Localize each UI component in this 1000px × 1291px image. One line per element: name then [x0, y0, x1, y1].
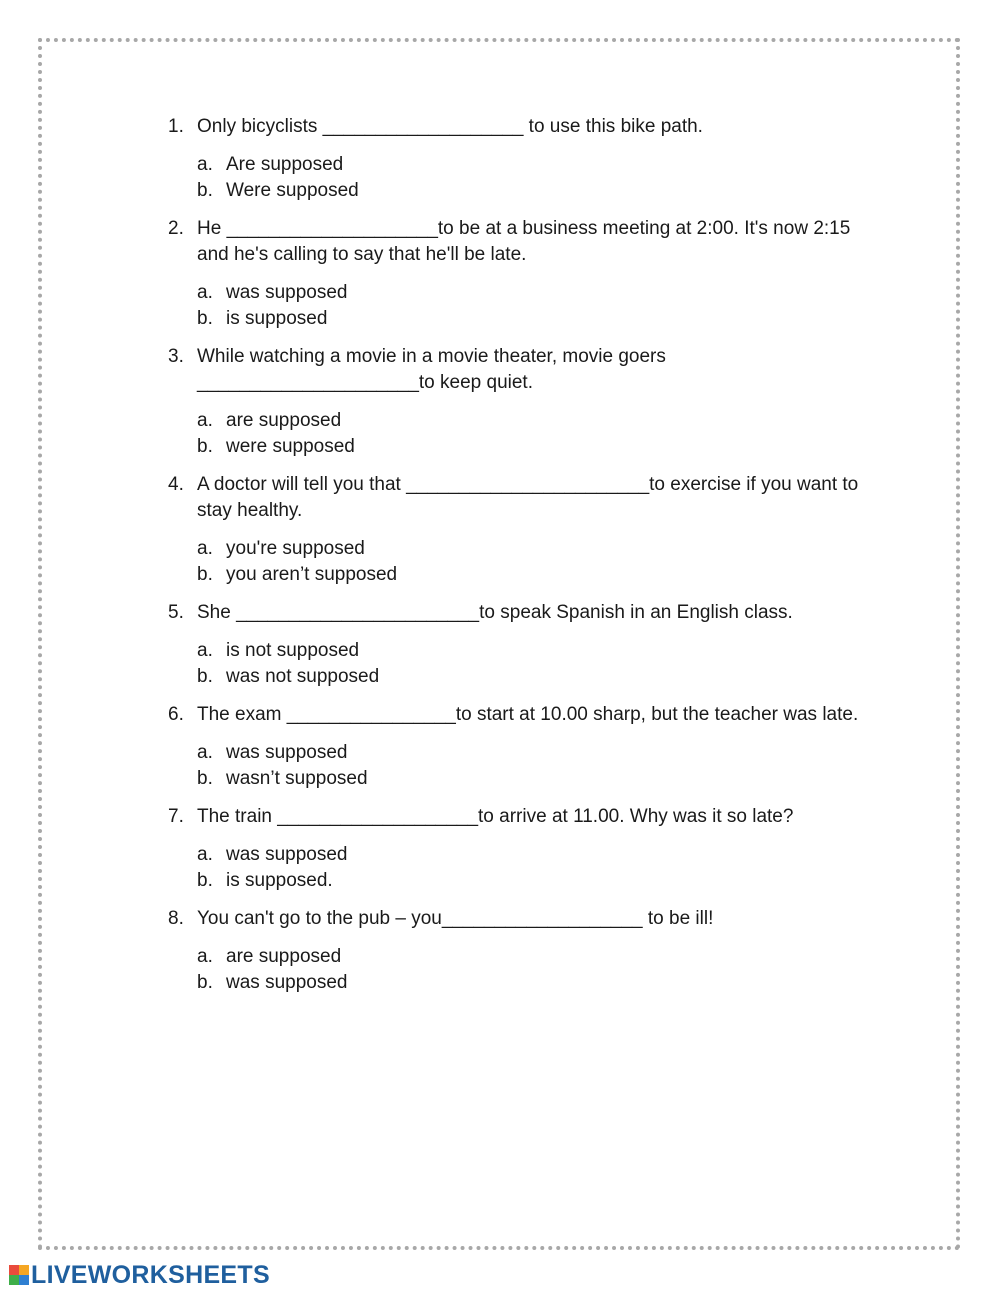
- question-prompt: She _______________________to speak Spanish in an English class.: [197, 602, 793, 623]
- answer-options: [197, 638, 868, 690]
- answer-option[interactable]: [197, 434, 868, 460]
- option-letter: a.: [197, 844, 213, 865]
- question-number: 4.: [168, 474, 184, 495]
- answer-option[interactable]: [197, 970, 868, 996]
- question-prompt: You can't go to the pub – you___________________ to be ill!: [197, 908, 714, 929]
- option-text: is not supposed: [226, 640, 360, 661]
- option-text: you aren’t supposed: [226, 564, 398, 585]
- option-text: wasn’t supposed: [226, 768, 368, 789]
- brand-name: LIVEWORKSHEETS: [31, 1260, 270, 1289]
- answer-option[interactable]: [197, 766, 868, 792]
- question-prompt: The train ___________________to arrive at 11.00. Why was it so late?: [197, 806, 794, 827]
- question-1: [168, 114, 868, 204]
- question-text: [168, 600, 868, 626]
- answer-option[interactable]: [197, 664, 868, 690]
- question-number: 1.: [168, 116, 184, 137]
- answer-options: [197, 280, 868, 332]
- logo-square-icon: [19, 1275, 29, 1285]
- question-6: [168, 702, 868, 792]
- liveworksheets-logo[interactable]: [9, 1262, 270, 1288]
- answer-option[interactable]: [197, 178, 868, 204]
- answer-option[interactable]: [197, 280, 868, 306]
- option-letter: b.: [197, 768, 213, 789]
- option-letter: a.: [197, 538, 213, 559]
- option-text: was supposed: [226, 844, 348, 865]
- option-letter: a.: [197, 742, 213, 763]
- option-letter: a.: [197, 282, 213, 303]
- question-8: [168, 906, 868, 996]
- option-text: was supposed: [226, 282, 348, 303]
- option-text: is supposed.: [226, 870, 333, 891]
- option-letter: a.: [197, 640, 213, 661]
- answer-options: [197, 842, 868, 894]
- option-letter: a.: [197, 946, 213, 967]
- answer-option[interactable]: [197, 740, 868, 766]
- option-text: was supposed: [226, 742, 348, 763]
- question-number: 7.: [168, 806, 184, 827]
- question-4: [168, 472, 868, 588]
- question-text: [168, 114, 868, 140]
- answer-option[interactable]: [197, 842, 868, 868]
- option-text: was not supposed: [226, 666, 380, 687]
- question-text: [168, 804, 868, 830]
- option-letter: b.: [197, 564, 213, 585]
- question-prompt: A doctor will tell you that _______________________to exercise if you want to stay healthy.: [197, 474, 859, 521]
- question-text: [168, 344, 868, 396]
- option-letter: b.: [197, 870, 213, 891]
- option-text: was supposed: [226, 972, 348, 993]
- question-number: 3.: [168, 346, 184, 367]
- option-text: you're supposed: [226, 538, 365, 559]
- question-number: 5.: [168, 602, 184, 623]
- question-text: [168, 702, 868, 728]
- question-5: [168, 600, 868, 690]
- question-text: [168, 472, 868, 524]
- question-number: 2.: [168, 218, 184, 239]
- option-letter: a.: [197, 154, 213, 175]
- question-text: [168, 906, 868, 932]
- question-prompt: The exam ________________to start at 10.00 sharp, but the teacher was late.: [197, 704, 859, 725]
- option-letter: b.: [197, 436, 213, 457]
- liveworksheets-icon: [9, 1265, 29, 1285]
- answer-options: [197, 152, 868, 204]
- answer-options: [197, 536, 868, 588]
- answer-options: [197, 408, 868, 460]
- answer-option[interactable]: [197, 868, 868, 894]
- option-text: were supposed: [226, 436, 355, 457]
- question-7: [168, 804, 868, 894]
- answer-options: [197, 944, 868, 996]
- option-letter: a.: [197, 410, 213, 431]
- option-letter: b.: [197, 666, 213, 687]
- option-text: is supposed: [226, 308, 328, 329]
- option-letter: b.: [197, 180, 213, 201]
- answer-options: [197, 740, 868, 792]
- question-3: [168, 344, 868, 460]
- option-text: are supposed: [226, 946, 342, 967]
- option-text: are supposed: [226, 410, 342, 431]
- answer-option[interactable]: [197, 306, 868, 332]
- question-prompt: He ____________________to be at a business meeting at 2:00. It's now 2:15 and he's calling to say that he'll be late.: [197, 218, 851, 265]
- logo-square-icon: [9, 1265, 19, 1275]
- answer-option[interactable]: [197, 536, 868, 562]
- question-prompt: While watching a movie in a movie theater, movie goers _____________________to keep quiet.: [197, 346, 666, 393]
- question-text: [168, 216, 868, 268]
- answer-option[interactable]: [197, 944, 868, 970]
- option-letter: b.: [197, 308, 213, 329]
- logo-square-icon: [9, 1275, 19, 1285]
- question-list: [168, 114, 868, 1008]
- answer-option[interactable]: [197, 408, 868, 434]
- answer-option[interactable]: [197, 562, 868, 588]
- option-text: Were supposed: [226, 180, 359, 201]
- answer-option[interactable]: [197, 638, 868, 664]
- question-number: 6.: [168, 704, 184, 725]
- option-text: Are supposed: [226, 154, 344, 175]
- question-prompt: Only bicyclists ___________________ to use this bike path.: [197, 116, 703, 137]
- question-number: 8.: [168, 908, 184, 929]
- option-letter: b.: [197, 972, 213, 993]
- logo-square-icon: [19, 1265, 29, 1275]
- answer-option[interactable]: [197, 152, 868, 178]
- question-2: [168, 216, 868, 332]
